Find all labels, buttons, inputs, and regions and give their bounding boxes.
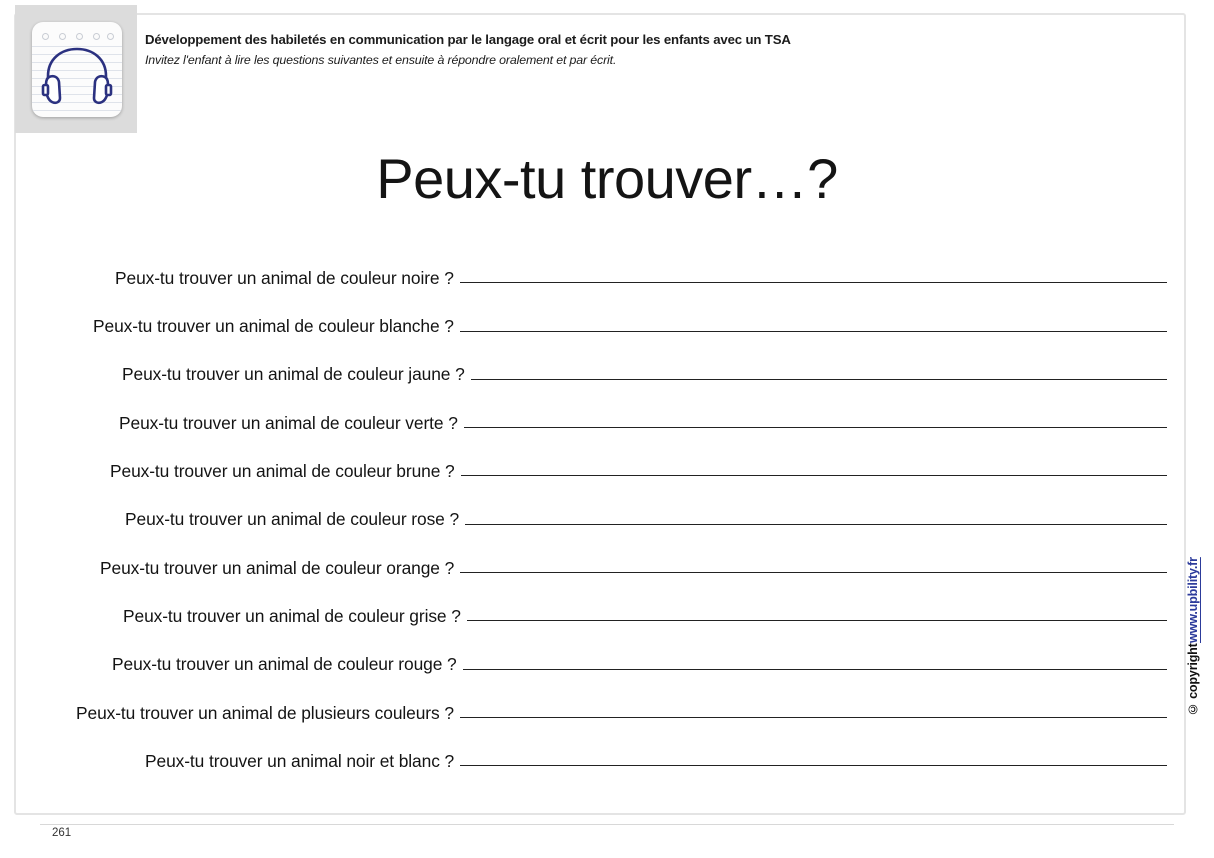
question-label: Peux-tu trouver un animal de couleur rouge ? — [112, 654, 457, 675]
question-label: Peux-tu trouver un animal de couleur rose ? — [125, 509, 460, 530]
answer-line[interactable] — [460, 282, 1167, 283]
header-icon-container — [15, 5, 137, 133]
headphones-notepad-icon — [32, 22, 122, 117]
answer-line[interactable] — [471, 379, 1167, 380]
answer-line[interactable] — [467, 620, 1167, 621]
page-title: Peux-tu trouver…? — [376, 147, 838, 210]
answer-line[interactable] — [460, 331, 1167, 332]
question-label: Peux-tu trouver un animal de couleur orange ? — [100, 557, 455, 578]
question-label: Peux-tu trouver un animal de couleur grise ? — [123, 605, 461, 626]
answer-line[interactable] — [460, 765, 1167, 766]
question-row — [40, 726, 1167, 774]
question-label: Peux-tu trouver un animal de couleur blanche ? — [93, 316, 454, 337]
answer-line[interactable] — [460, 717, 1167, 718]
copyright-label: © copyright — [1186, 643, 1200, 716]
copyright-url-link[interactable]: www.upbility.fr — [1186, 557, 1200, 644]
answer-line[interactable] — [460, 572, 1167, 573]
question-row — [40, 581, 1167, 629]
answer-line[interactable] — [463, 669, 1167, 670]
question-row — [40, 291, 1167, 339]
question-list — [40, 243, 1167, 774]
headphones-icon — [40, 44, 114, 108]
question-label: Peux-tu trouver un animal de couleur jaune ? — [122, 364, 465, 385]
question-row — [40, 678, 1167, 726]
question-row — [40, 533, 1167, 581]
question-row — [40, 243, 1167, 291]
question-label: Peux-tu trouver un animal de couleur verte ? — [119, 412, 458, 433]
answer-line[interactable] — [465, 524, 1167, 525]
question-label: Peux-tu trouver un animal de couleur brune ? — [110, 461, 455, 482]
question-row — [40, 484, 1167, 532]
question-row — [40, 629, 1167, 677]
header-title: Développement des habiletés en communication par le langage oral et écrit pour les enfants avec un TSA — [145, 32, 791, 47]
copyright-notice — [1183, 536, 1203, 716]
answer-line[interactable] — [461, 475, 1167, 476]
question-row — [40, 388, 1167, 436]
question-label: Peux-tu trouver un animal noir et blanc ? — [145, 750, 455, 771]
page-number: 261 — [52, 827, 72, 839]
question-label: Peux-tu trouver un animal de couleur noire ? — [115, 267, 454, 288]
question-row — [40, 340, 1167, 388]
header-text-block — [145, 32, 1095, 67]
answer-line[interactable] — [464, 427, 1167, 428]
footer-divider — [40, 824, 1174, 825]
question-label: Peux-tu trouver un animal de plusieurs couleurs ? — [76, 702, 454, 723]
header-subtitle: Invitez l'enfant à lire les questions suivantes et ensuite à répondre oralement et par écrit. — [145, 53, 617, 67]
question-row — [40, 436, 1167, 484]
